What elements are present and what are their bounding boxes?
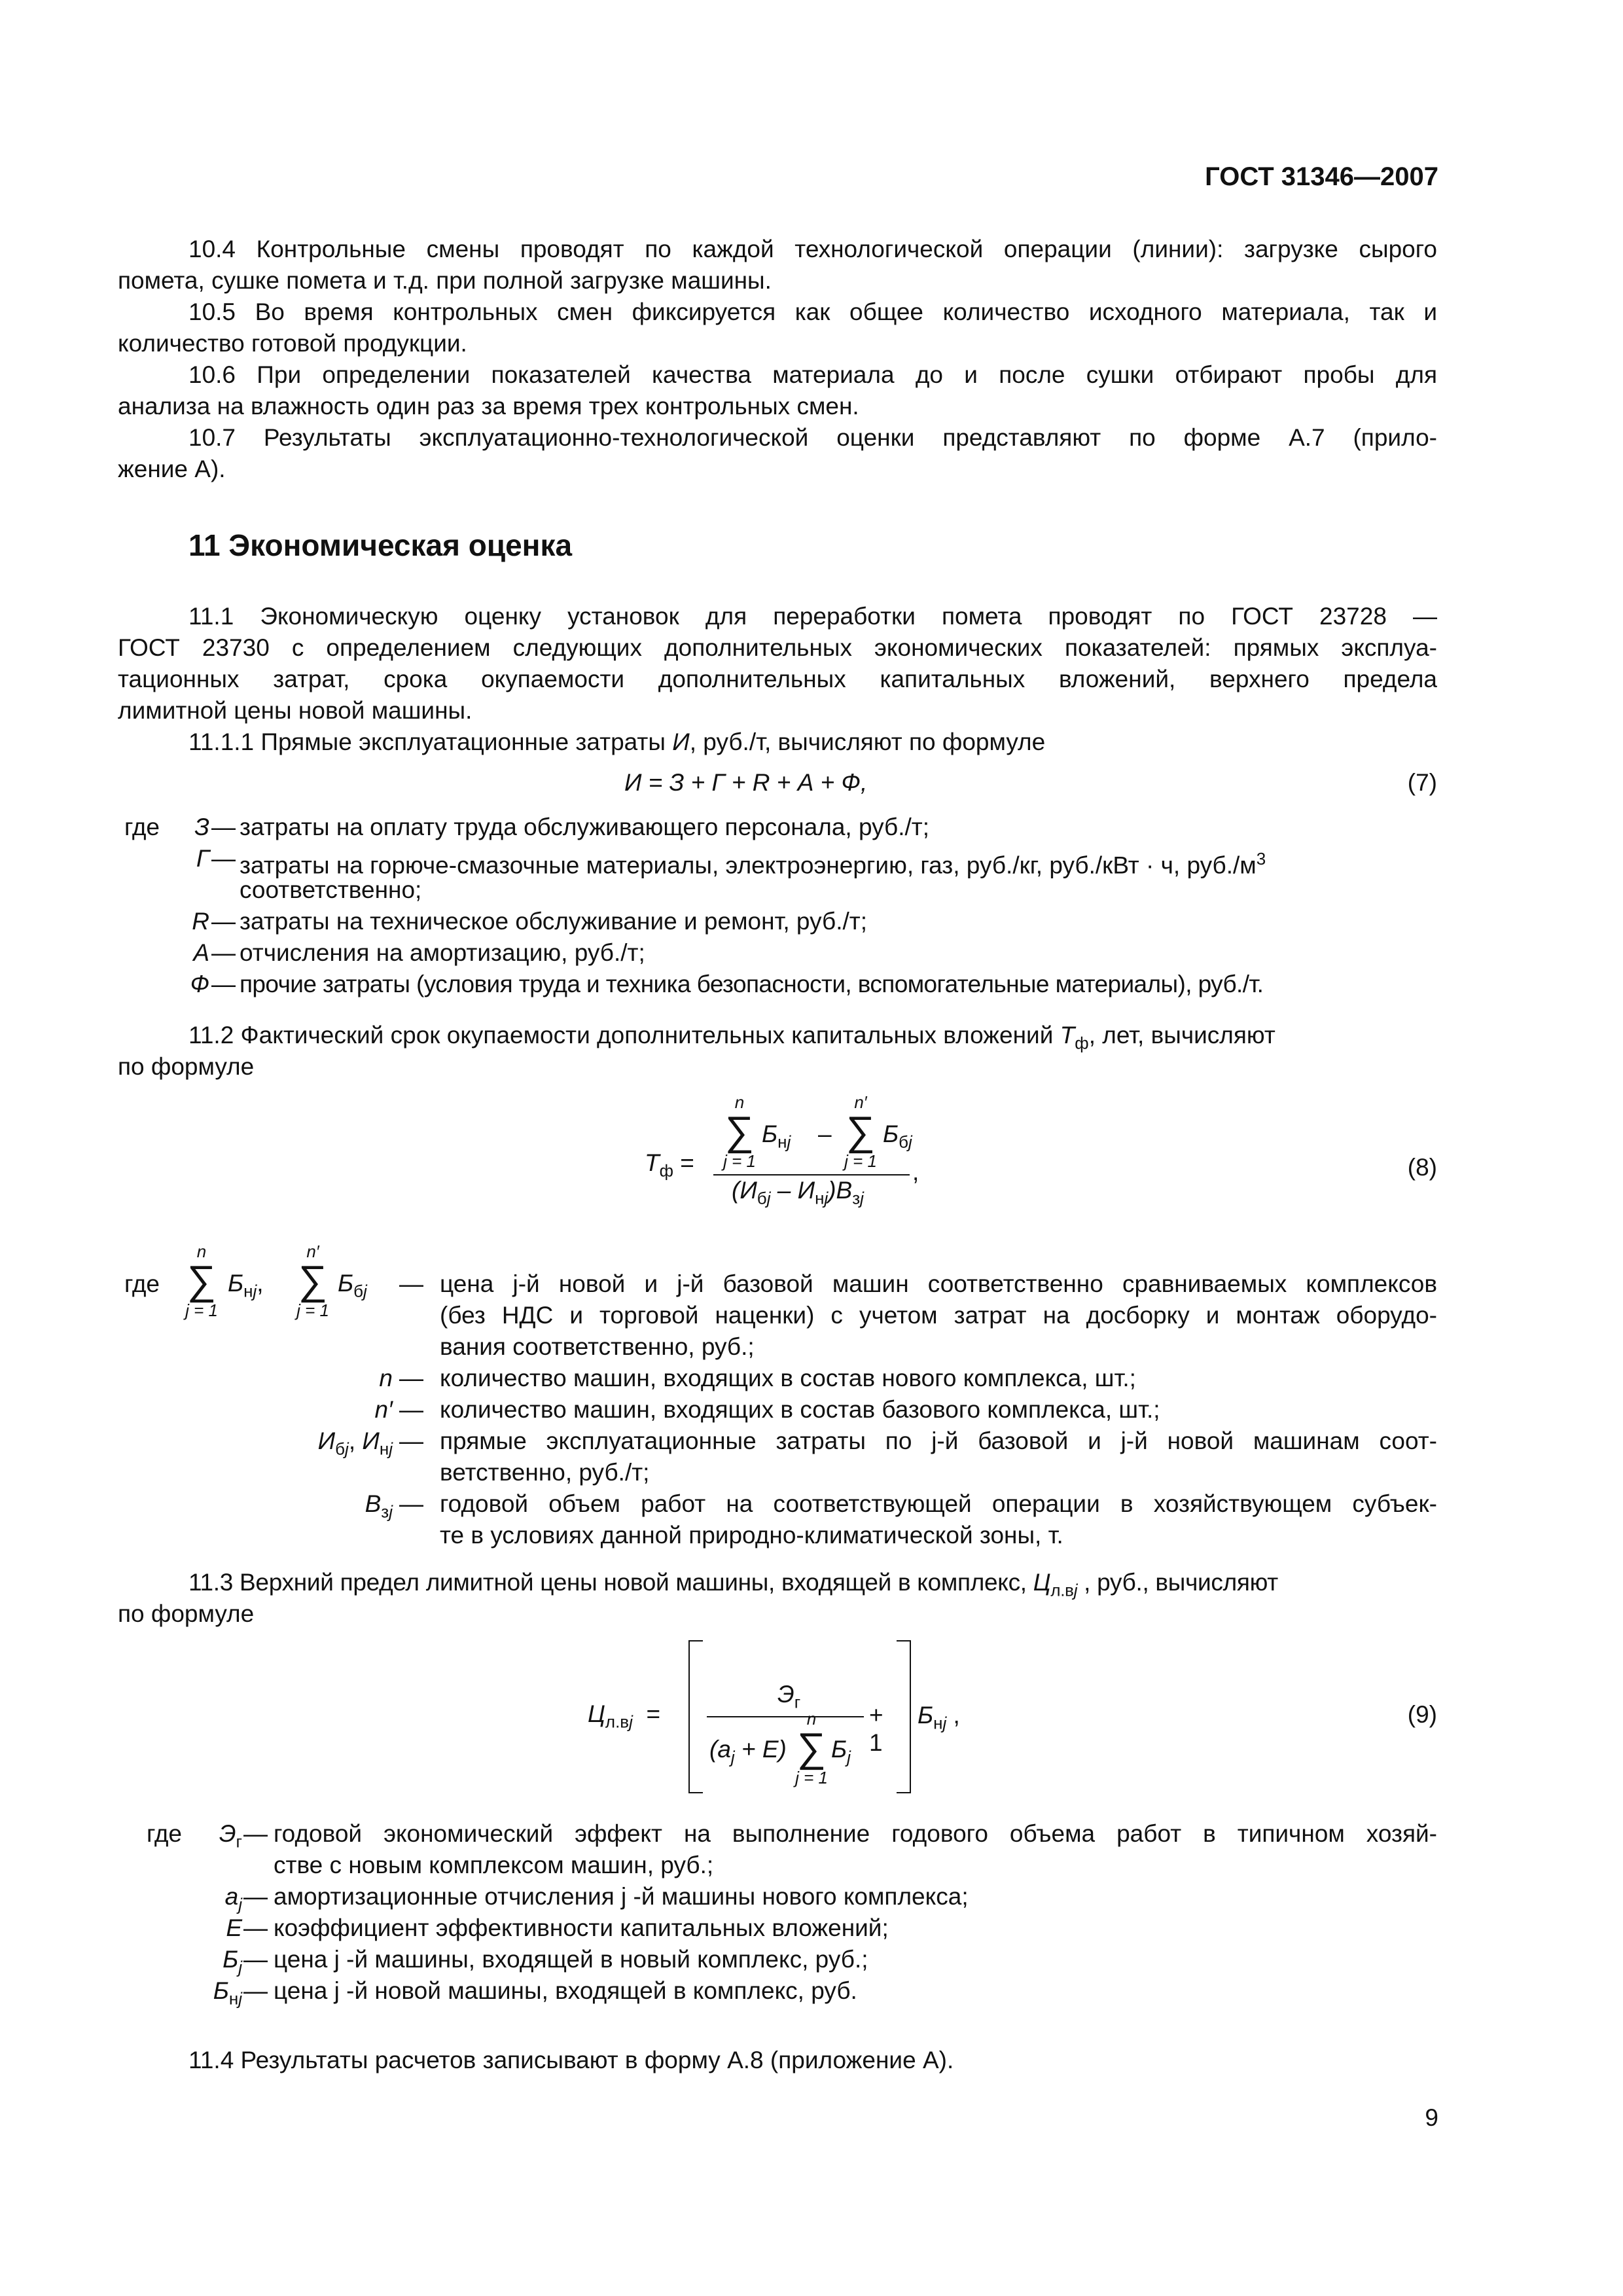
legend-7-text-r: затраты на техническое обслуживание и ремонт, руб./т; — [240, 908, 867, 935]
legend-8-dash: — — [399, 1396, 423, 1423]
legend-9-dash: — — [243, 1946, 268, 1973]
legend-8-dash: — — [399, 1270, 423, 1297]
legend-8-sym-v: $В_{зj}$ — [365, 1490, 393, 1522]
para-11-4: 11.4 Результаты расчетов записывают в форму А.8 (приложение А). — [188, 2047, 954, 2073]
para-11-3-line2: по формуле — [118, 1600, 255, 1627]
para-11-1-line3: тационных затрат, срока окупаемости дополнительных капитальных вложений, верхнего предела — [118, 666, 1437, 692]
section-11-title: 11 Экономическая оценка — [188, 528, 573, 562]
para-10-7-line2: жение А). — [118, 456, 226, 482]
legend-8-dash: — — [399, 1365, 423, 1391]
legend-7-sym-g: Г — [196, 845, 209, 872]
legend-8-text-i-line2: ветственно, руб./т; — [440, 1459, 650, 1486]
legend-7-dash: — — [211, 908, 236, 935]
legend-9-text-bn: цена j -й новой машины, входящей в комплекс, руб. — [274, 1977, 857, 2004]
legend-7-text-z: затраты на оплату труда обслуживающего персонала, руб./т; — [240, 814, 930, 840]
legend-8-text-n-prime: количество машин, входящих в состав базового комплекса, шт.; — [440, 1396, 1160, 1423]
para-11-1-line4: лимитной цены новой машины. — [118, 697, 473, 724]
legend-7-sym-r: R — [192, 908, 209, 935]
legend-8-text-n: количество машин, входящих в состав нового комплекса, шт.; — [440, 1365, 1136, 1391]
para-11-1-line1: 11.1 Экономическую оценку установок для переработки помета проводят по ГОСТ 23728 — — [188, 603, 1437, 630]
formula-8-number: (8) — [1407, 1154, 1437, 1181]
legend-7-where: где — [124, 814, 160, 840]
legend-7-sym-z: З — [194, 814, 209, 840]
legend-7-text-f: прочие затраты (условия труда и техника безопасности, вспомогательные материалы), руб./т. — [240, 971, 1264, 997]
legend-8-text-v-line1: годовой объем работ на соответствующей операции в хозяйствующем субъек- — [440, 1490, 1437, 1517]
formula-7: И = З + Г + R + А + Ф, — [624, 769, 868, 796]
legend-7-dash: — — [211, 814, 236, 840]
legend-8-text-i-line1: прямые эксплуатационные затраты по j-й базовой и j-й новой машинам соот- — [440, 1427, 1437, 1454]
legend-7-sym-a: А — [193, 939, 209, 966]
legend-8-dash: — — [399, 1490, 423, 1517]
formula-7-number: (7) — [1407, 769, 1437, 796]
para-10-6-line2: анализа на влажность один раз за время трех контрольных смен. — [118, 393, 859, 420]
legend-8-first-line1: цена j-й новой и j-й базовой машин соответственно сравниваемых комплексов — [440, 1270, 1437, 1297]
legend-8-where: где — [124, 1270, 160, 1297]
legend-9-sym-e-coef: Е — [226, 1914, 242, 1941]
legend-9-dash: — — [243, 1883, 268, 1910]
para-10-5-line1: 10.5 Во время контрольных смен фиксируется как общее количество исходного материала, так и — [188, 298, 1437, 325]
legend-8-sym-n: n — [379, 1365, 393, 1391]
para-10-6-line1: 10.6 При определении показателей качества материала до и после сушки отбирают пробы для — [188, 361, 1437, 388]
legend-9-dash: — — [243, 1914, 268, 1941]
legend-9-text-bj: цена j -й машины, входящей в новый комплекс, руб.; — [274, 1946, 868, 1973]
legend-9-sym-bj: $Б_j$ — [223, 1946, 242, 1977]
legend-9-sym-bn: $Б_{нj}$ — [213, 1977, 242, 2009]
legend-7-text-a: отчисления на амортизацию, руб./т; — [240, 939, 645, 966]
legend-9-text-e: годовой экономический эффект на выполнение годового объема работ в типичном хозяй- — [274, 1820, 1437, 1847]
para-11-1-line2: ГОСТ 23730 с определением следующих дополнительных экономических показателей: прямых эксплуа- — [118, 634, 1437, 661]
standard-header: ГОСТ 31346—2007 — [1205, 162, 1438, 191]
page-number: 9 — [1425, 2104, 1438, 2131]
para-11-2-line2: по формуле — [118, 1053, 255, 1080]
legend-8-first-line2: (без НДС и торговой наценки) с учетом затрат на досборку и монтаж оборудо- — [440, 1302, 1437, 1329]
legend-9-where: где — [147, 1820, 183, 1847]
legend-7-text-g: затраты на горюче-смазочные материалы, электроэнергию, газ, руб./кг, руб./кВт · ч, $руб./м^3$ — [240, 849, 1266, 879]
legend-9-dash: — — [243, 1820, 268, 1847]
para-10-5-line2: количество готовой продукции. — [118, 330, 467, 357]
para-10-7-line1: 10.7 Результаты эксплуатационно-технологической оценки представляют по форме А.7 (прило- — [188, 424, 1437, 451]
legend-9-text-e-cont: стве с новым комплексом машин, руб.; — [274, 1852, 714, 1878]
para-10-4-line1: 10.4 Контрольные смены проводят по каждой технологической операции (линии): загрузке сырого — [188, 236, 1437, 262]
para-11-2-line1: 11.2 Фактический срок окупаемости дополнительных капитальных вложений $Т_ф$, лет, вычисляют — [188, 1022, 1275, 1053]
para-10-4-line2: помета, сушке помета и т.д. при полной загрузке машины. — [118, 267, 772, 294]
formula-9-number: (9) — [1407, 1701, 1437, 1728]
legend-7-sym-f: Ф — [190, 971, 209, 997]
legend-7-dash: — — [211, 971, 236, 997]
legend-8-text-v-line2: те в условиях данной природно-климатической зоны, т. — [440, 1522, 1063, 1549]
para-11-1-1: 11.1.1 Прямые эксплуатационные затраты И, руб./т, вычисляют по формуле — [188, 728, 1046, 755]
legend-8-first-line3: вания соответственно, руб.; — [440, 1333, 755, 1360]
legend-9-sym-e: $Э_г$ — [219, 1820, 242, 1852]
legend-9-sym-a: $a_j$ — [224, 1883, 242, 1914]
legend-8-dash: — — [399, 1427, 423, 1454]
legend-7-dash: — — [211, 845, 236, 872]
legend-9-text-a: амортизационные отчисления j -й машины нового комплекса; — [274, 1883, 969, 1910]
legend-9-dash: — — [243, 1977, 268, 2004]
legend-9-text-e-coef: коэффициент эффективности капитальных вложений; — [274, 1914, 889, 1941]
legend-8-sym-n-prime: n′ — [374, 1396, 393, 1423]
para-11-3-line1: 11.3 Верхний предел лимитной цены новой машины, входящей в комплекс, $Ц_{л.вj}$ , руб., вычисляют — [188, 1569, 1278, 1600]
legend-8-sym-i: $И_{бj}$, $И_{нj}$ — [317, 1427, 393, 1459]
legend-7-dash: — — [211, 939, 236, 966]
legend-7-text-g-cont: соответственно; — [240, 876, 422, 903]
